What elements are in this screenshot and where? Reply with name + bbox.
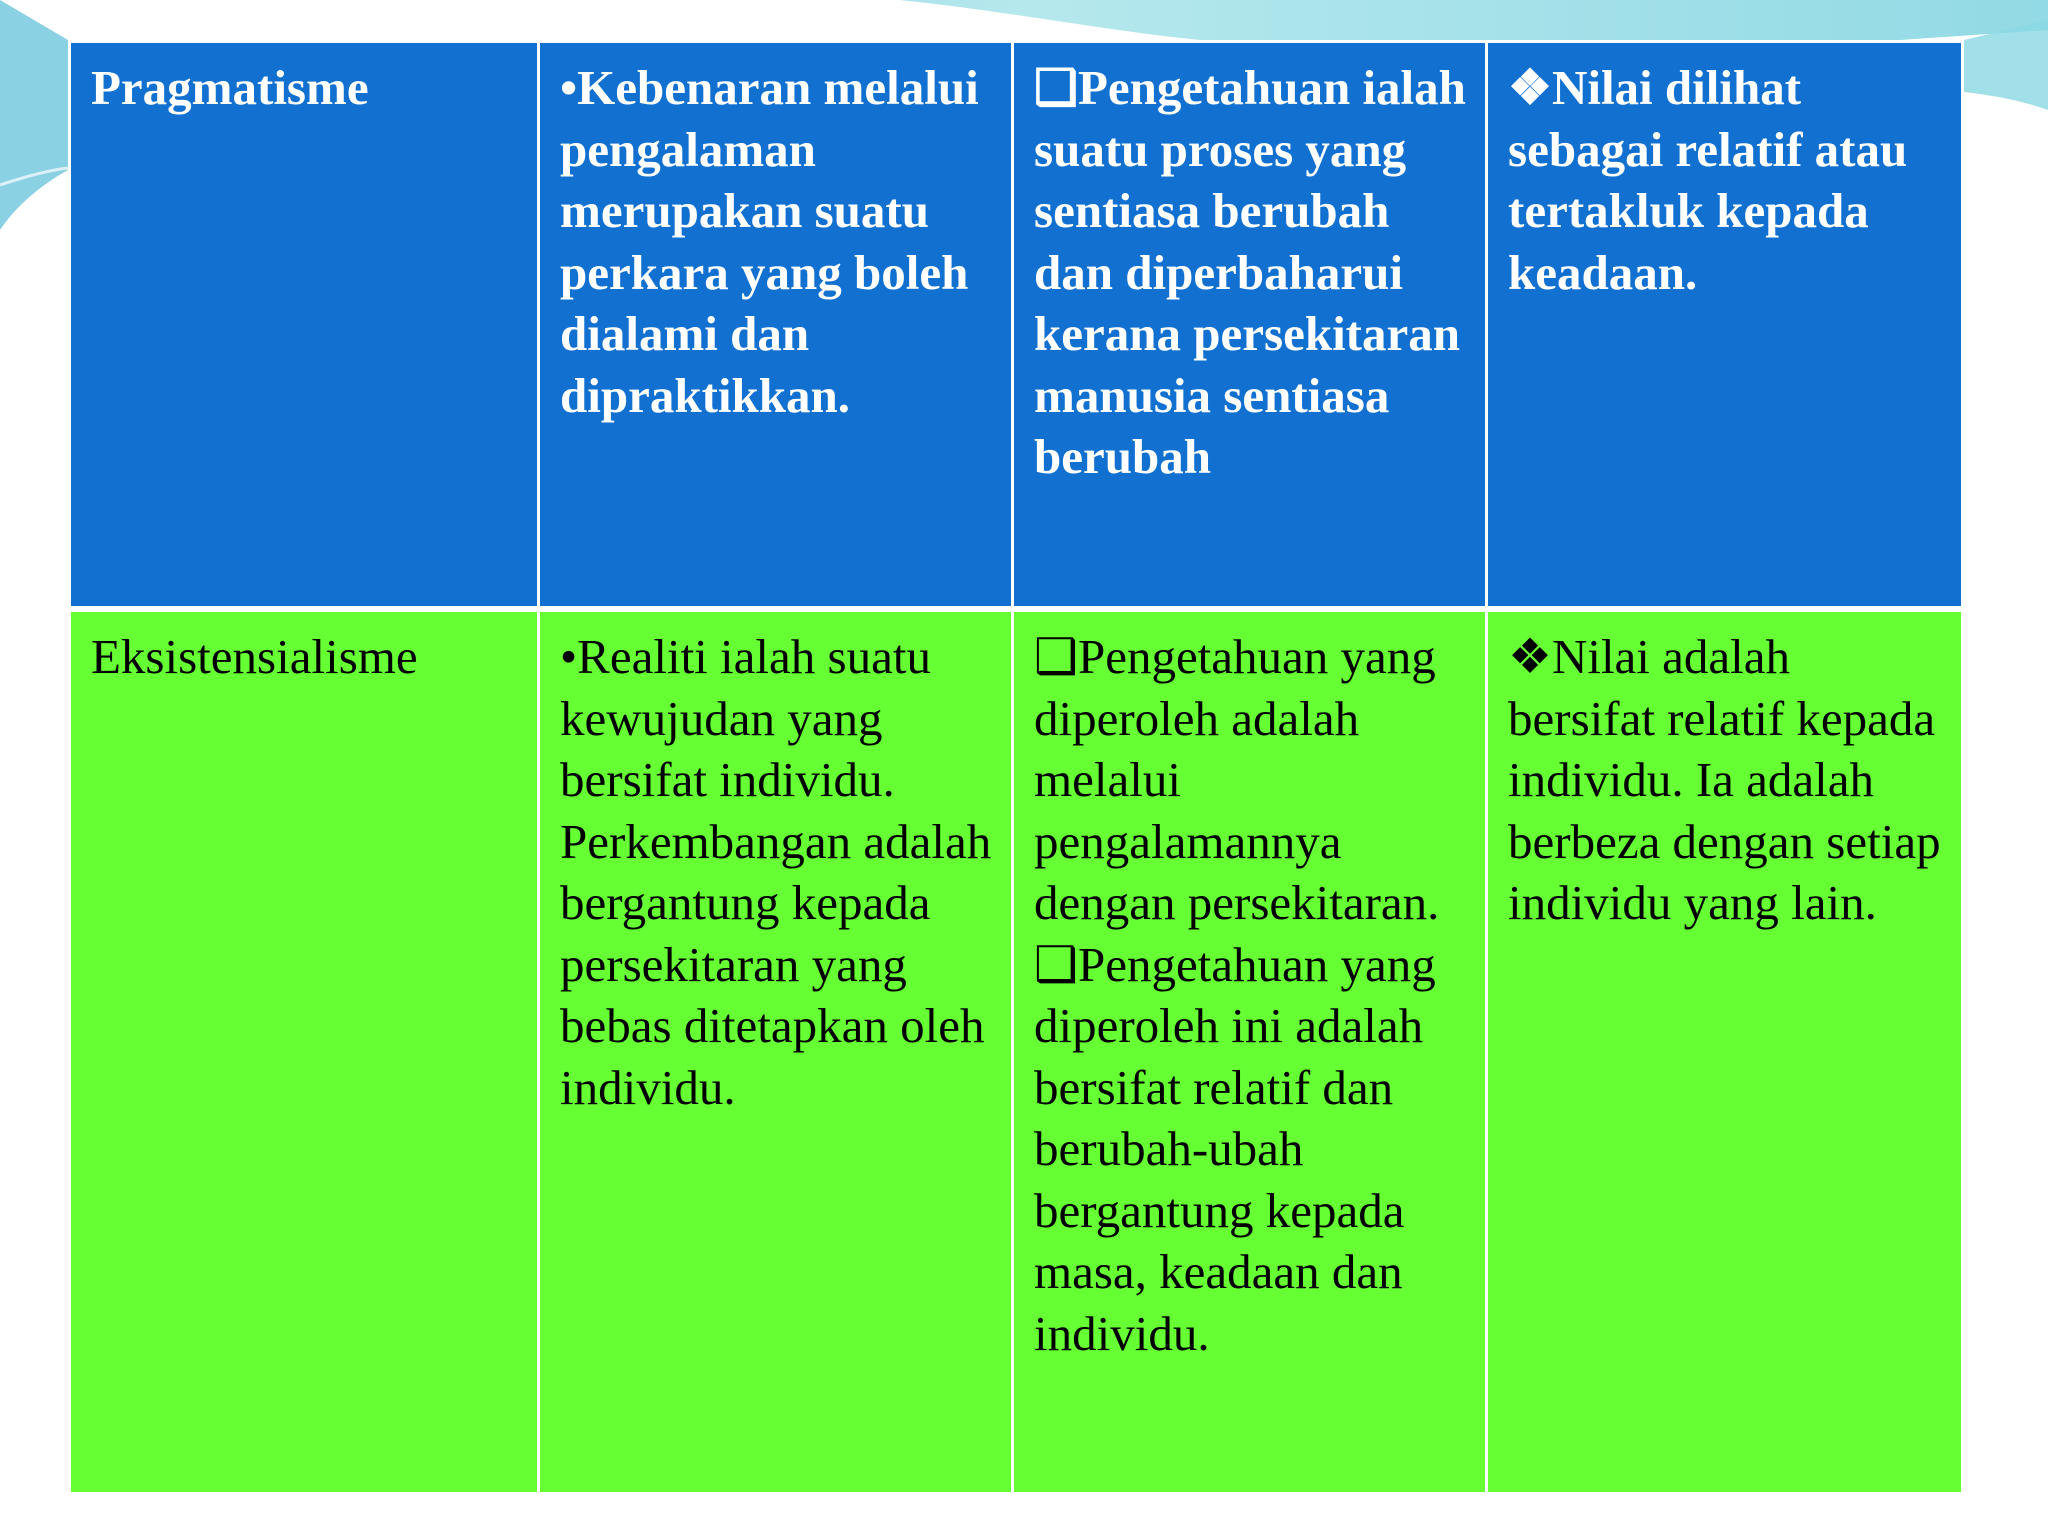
reality-cell — [540, 612, 1014, 1496]
school-name: Eksistensialisme — [91, 629, 418, 684]
reality-text: Realiti ialah suatu kewujudan yang bersifat individu. Perkembangan adalah bergantung kepada persekitaran yang bebas ditetapkan oleh individu. — [560, 629, 992, 1115]
school-name-cell — [68, 612, 540, 1496]
diamond-bullet-icon: ❖ — [1508, 629, 1552, 684]
knowledge-text: Pengetahuan ialah suatu proses yang sentiasa berubah dan diperbaharui kerana persekitaran manusia sentiasa berubah — [1034, 60, 1466, 484]
knowledge-cell — [1014, 40, 1488, 612]
square-bullet-icon: ❑ — [1034, 629, 1078, 684]
diamond-bullet-icon: ❖ — [1508, 60, 1552, 115]
school-name: Pragmatisme — [91, 60, 369, 115]
values-cell — [1488, 40, 1964, 612]
values-cell — [1488, 612, 1964, 1496]
reality-cell — [540, 40, 1014, 612]
square-bullet-icon: ❑ — [1034, 60, 1078, 115]
school-name-cell — [68, 40, 540, 612]
reality-text: Kebenaran melalui pengalaman merupakan suatu perkara yang boleh dialami dan dipraktikkan. — [560, 60, 979, 423]
bullet-icon: • — [560, 629, 578, 684]
knowledge-text: Pengetahuan yang diperoleh adalah melalui pengalamannya dengan persekitaran. — [1034, 629, 1440, 930]
philosophy-comparison-table — [68, 40, 1964, 1496]
knowledge-text: Pengetahuan yang diperoleh ini adalah bersifat relatif dan berubah-ubah bergantung kepada masa, keadaan dan individu. — [1034, 936, 1436, 1361]
bullet-icon: • — [560, 60, 578, 115]
values-text: Nilai dilihat sebagai relatif atau tertakluk kepada keadaan. — [1508, 60, 1908, 300]
values-text: Nilai adalah bersifat relatif kepada individu. Ia adalah berbeza dengan setiap individu yang lain. — [1508, 629, 1941, 930]
square-bullet-icon: ❑ — [1034, 936, 1078, 992]
knowledge-cell — [1014, 612, 1488, 1496]
